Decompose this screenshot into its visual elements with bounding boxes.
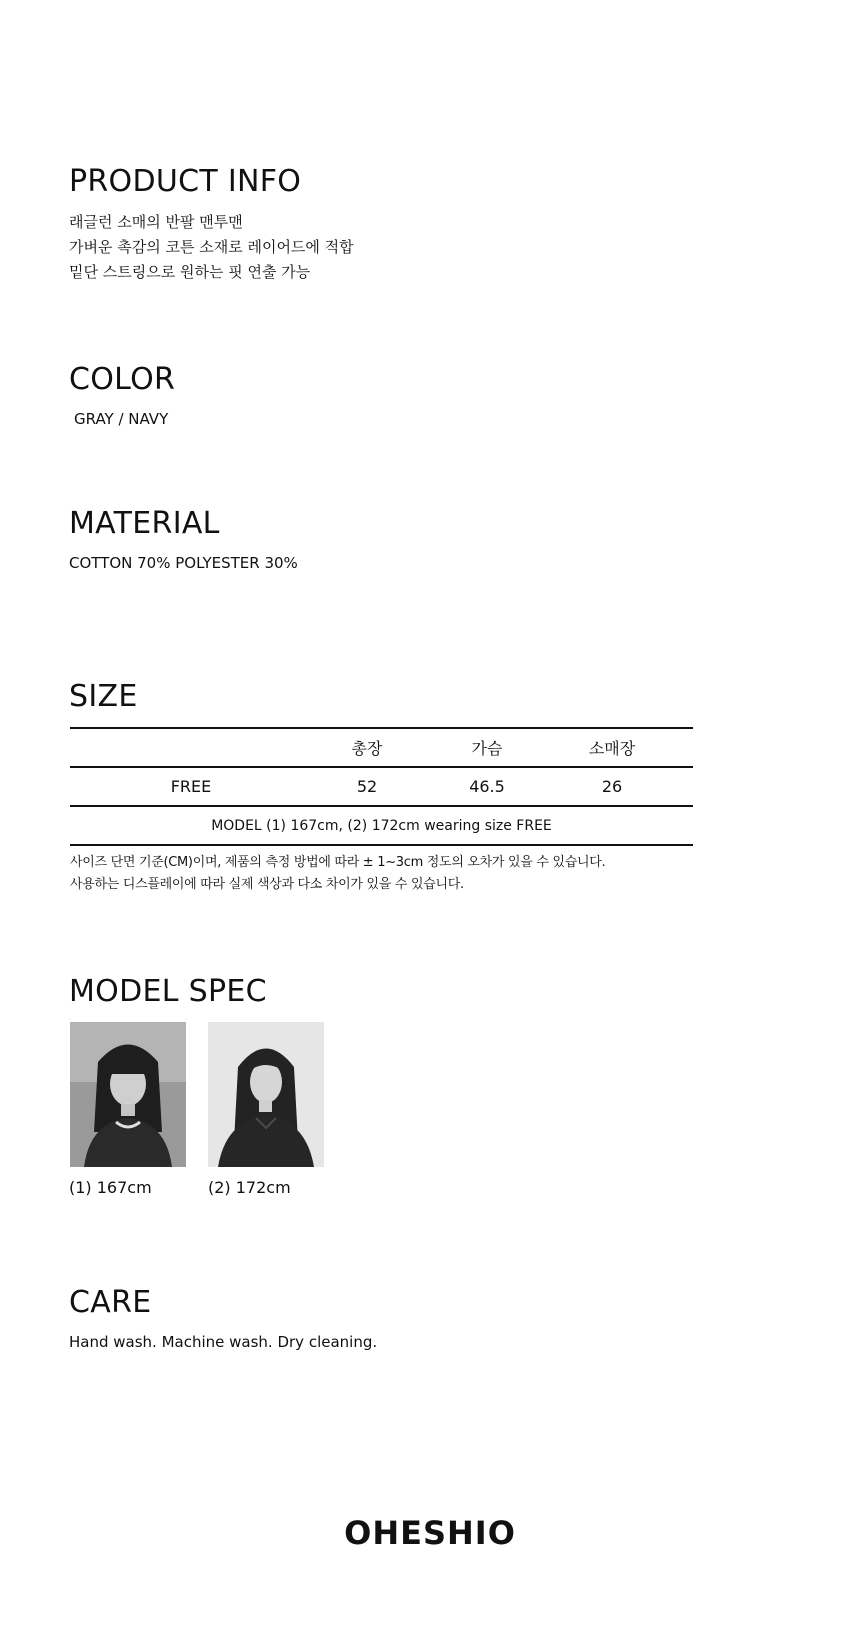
size-table-header [70, 727, 693, 768]
material-heading: MATERIAL [69, 506, 220, 541]
size-value-cell: 46.5 [469, 777, 505, 796]
size-header-cell: 총장 [351, 739, 383, 758]
model-1-portrait-icon [70, 1022, 186, 1167]
size-header-cell: 가슴 [471, 739, 503, 758]
table-row [70, 768, 693, 807]
size-value-cell: 26 [601, 777, 623, 796]
material-value: COTTON 70% POLYESTER 30% [69, 554, 298, 572]
model-1-photo [70, 1022, 186, 1167]
care-heading: CARE [69, 1285, 152, 1320]
model-2-photo [208, 1022, 324, 1167]
size-table [70, 727, 693, 846]
color-value: GRAY / NAVY [74, 410, 169, 428]
size-header-cell: 소매장 [588, 739, 636, 758]
product-info-heading: PRODUCT INFO [69, 164, 302, 199]
size-heading: SIZE [69, 679, 138, 714]
product-info-line: 래글런 소매의 반팔 맨투맨 [69, 213, 243, 231]
disclaimer-line: 사이즈 단면 기준(CM)이며, 제품의 측정 방법에 따라 ± 1~3cm 정도의 오차가 있을 수 있습니다. [70, 855, 606, 870]
size-label-cell: FREE [170, 777, 212, 796]
size-disclaimer [70, 852, 605, 896]
model-spec-heading: MODEL SPEC [69, 974, 267, 1009]
model-1-caption: (1) 167cm [69, 1178, 152, 1197]
model-size-note: MODEL (1) 167cm, (2) 172cm wearing size FREE [70, 807, 693, 846]
product-info-line: 밑단 스트링으로 원하는 핏 연출 가능 [69, 263, 311, 281]
size-value-cell: 52 [356, 777, 378, 796]
disclaimer-line: 사용하는 디스플레이에 따라 실제 색상과 다소 차이가 있을 수 있습니다. [70, 877, 464, 892]
care-value: Hand wash. Machine wash. Dry cleaning. [69, 1333, 378, 1351]
color-heading: COLOR [69, 362, 176, 397]
product-info-line: 가벼운 촉감의 코튼 소재로 레이어드에 적합 [69, 238, 354, 256]
model-2-caption: (2) 172cm [208, 1178, 291, 1197]
model-2-portrait-icon [208, 1022, 324, 1167]
brand-logo: OHESHIO [344, 1514, 516, 1552]
product-info-description [69, 210, 354, 285]
